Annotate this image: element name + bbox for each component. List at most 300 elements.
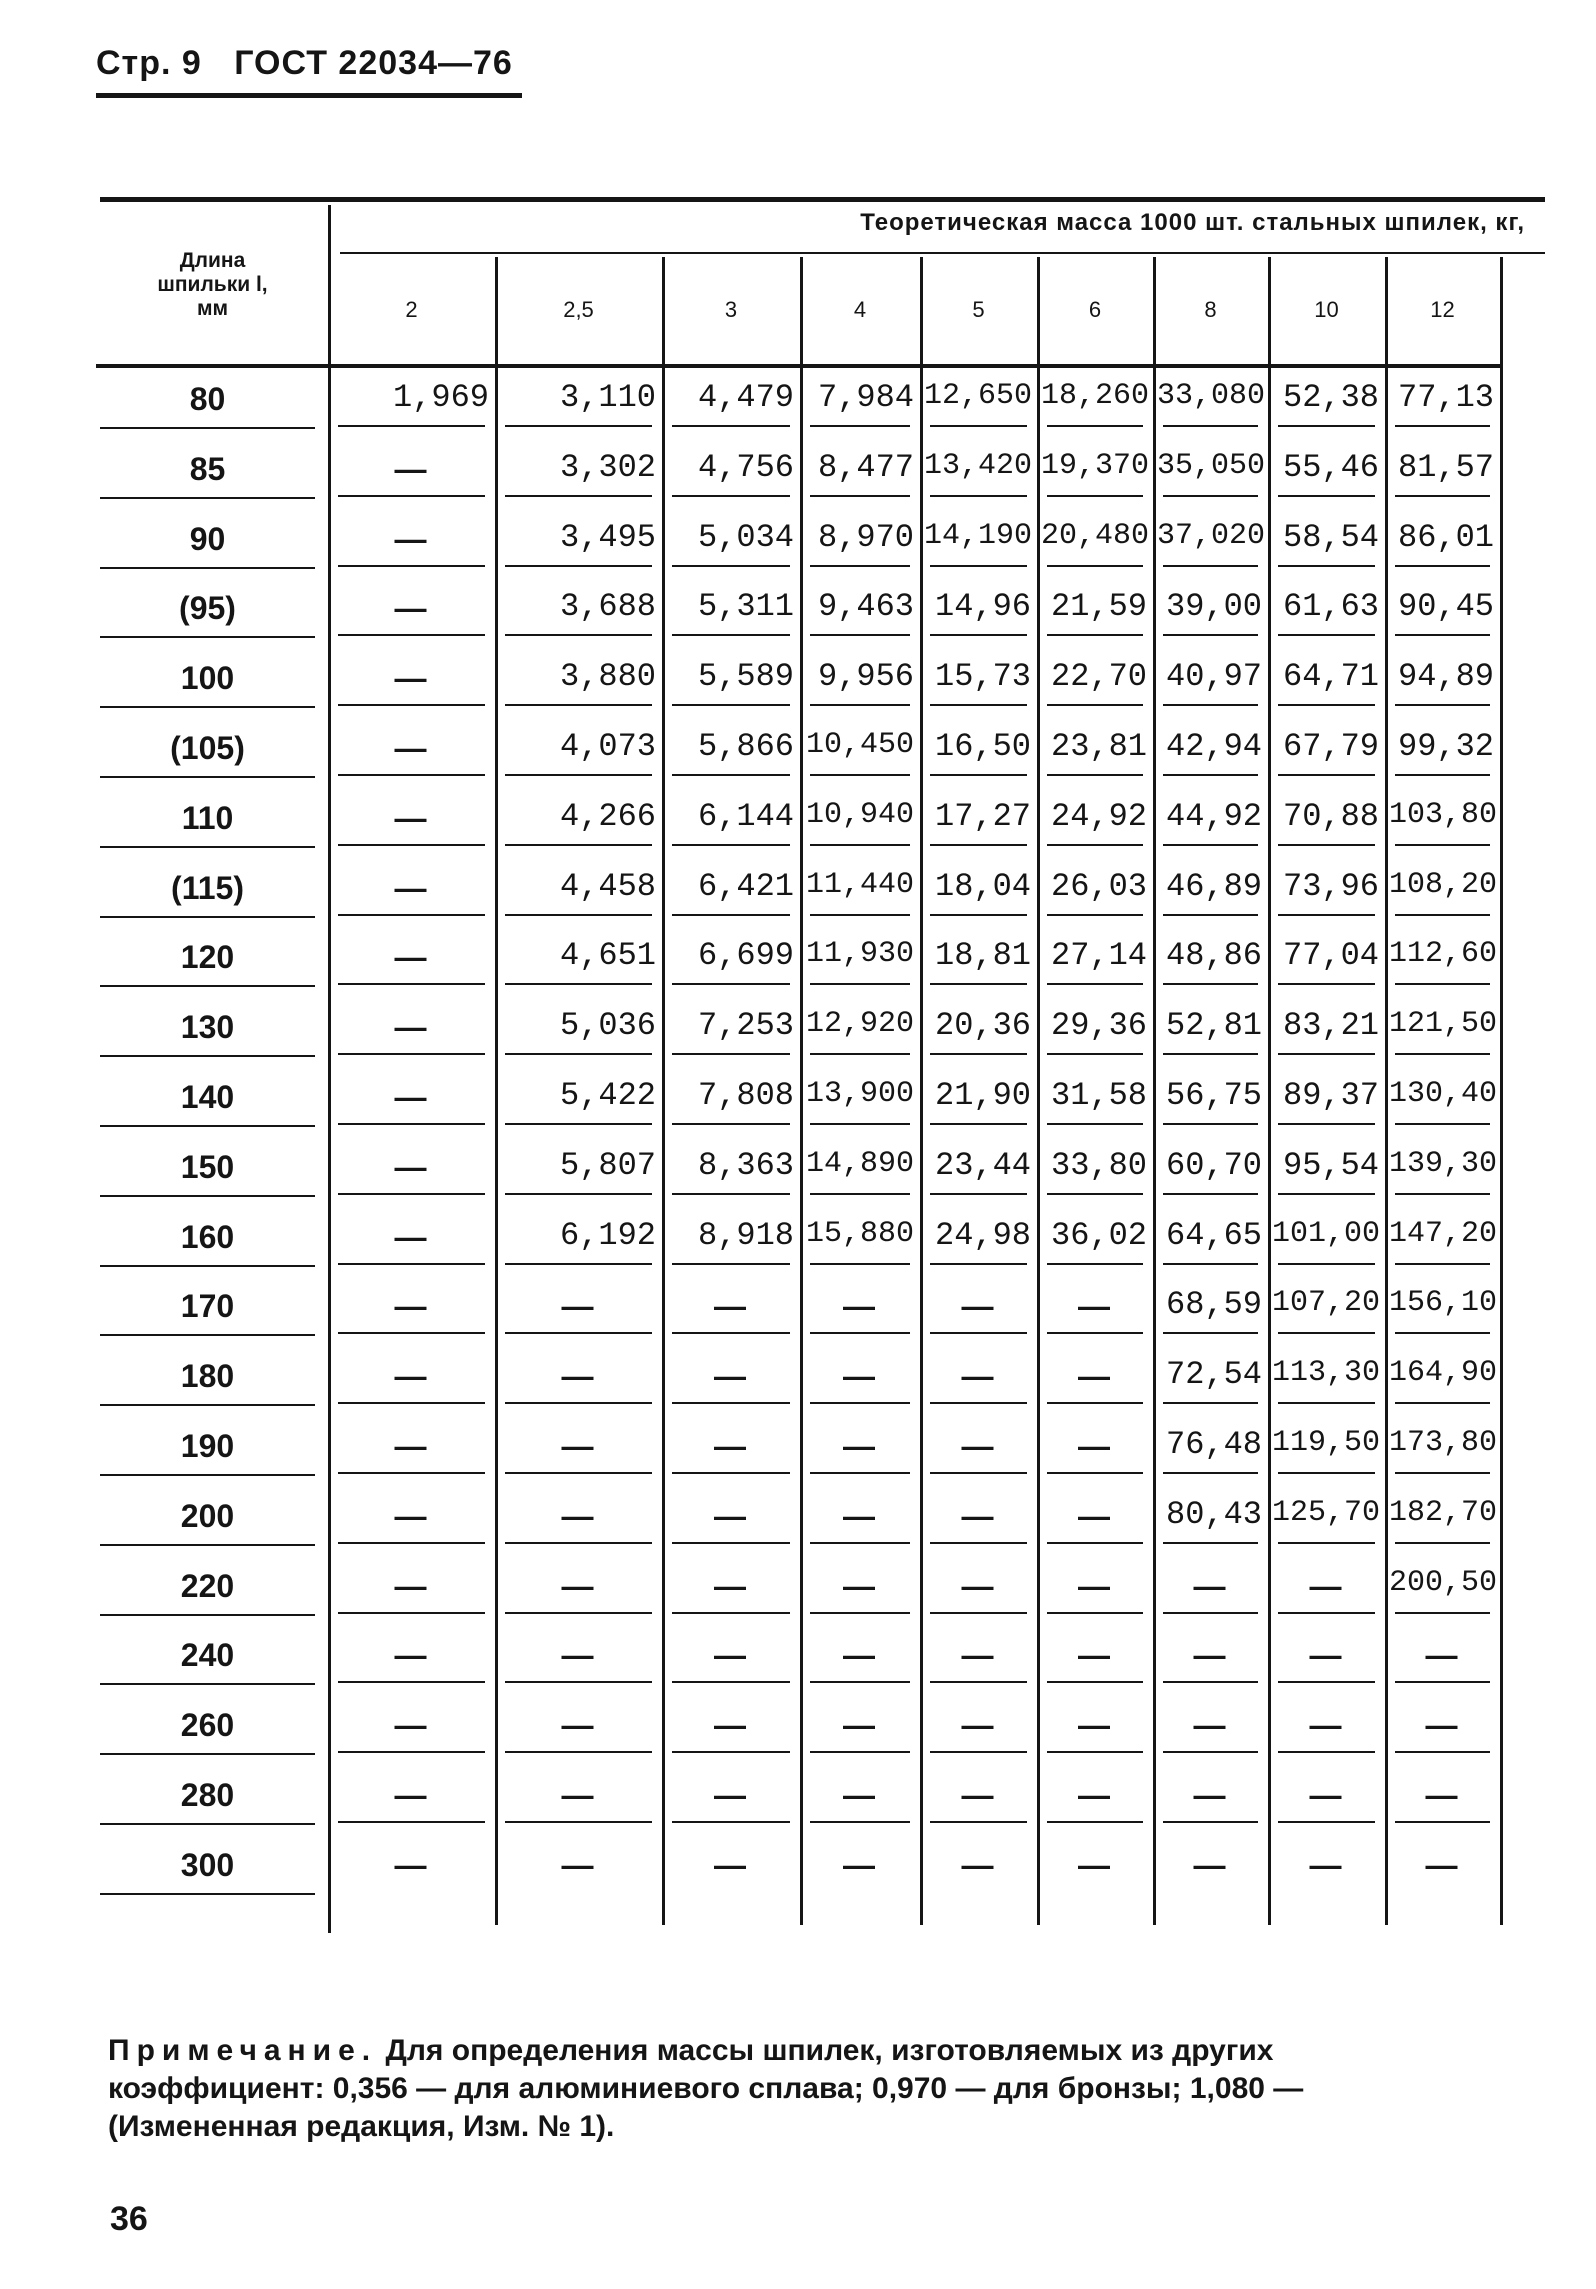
cell-rule	[810, 565, 910, 567]
cell-rule	[1047, 1332, 1143, 1334]
table-cell: 23,81	[1050, 728, 1147, 765]
table-cell: —	[394, 730, 427, 766]
table-cell: 10,450	[805, 728, 914, 762]
table-cell: —	[714, 1428, 746, 1464]
table-cell: 16,50	[934, 728, 1031, 765]
table-cell: 77,04	[1282, 937, 1379, 975]
length-rule	[100, 1753, 315, 1755]
cell-rule	[1395, 1123, 1490, 1125]
table-cell: 7,253	[697, 1007, 794, 1045]
cell-rule	[338, 1263, 485, 1265]
table-cell: —	[714, 1358, 746, 1395]
cell-rule	[930, 1402, 1027, 1404]
standard-label: ГОСТ 22034—76	[234, 44, 513, 82]
table-cell: —	[714, 1846, 746, 1883]
table-cell: 3,688	[559, 588, 656, 626]
row-header-line-3: мм	[196, 297, 229, 320]
table-cell: —	[1425, 1777, 1458, 1813]
cell-rule	[1163, 774, 1258, 776]
cell-rule	[1278, 914, 1375, 916]
cell-rule	[672, 1193, 790, 1195]
cell-rule	[338, 1821, 485, 1823]
length-cell: 160	[180, 1218, 235, 1255]
table-cell: 112,60	[1389, 937, 1498, 972]
col-divider-7	[1268, 257, 1271, 1925]
length-cell: 150	[180, 1148, 235, 1185]
table-cell: 130,40	[1389, 1077, 1498, 1111]
cell-rule	[810, 1751, 910, 1753]
table-cell: —	[1309, 1707, 1342, 1744]
table-cell: —	[394, 1707, 427, 1744]
table-cell: —	[1425, 1707, 1458, 1744]
cell-rule	[505, 1472, 652, 1474]
table-cell: 12,920	[805, 1007, 914, 1042]
length-cell: 280	[180, 1777, 235, 1813]
cell-rule	[1278, 1472, 1375, 1474]
table-cell: —	[1078, 1846, 1110, 1883]
table-cell: 35,050	[1157, 448, 1266, 483]
cell-rule	[1047, 1123, 1143, 1125]
cell-rule	[1163, 634, 1258, 636]
cell-rule	[1278, 1612, 1375, 1614]
col-header-5: 5	[972, 297, 985, 322]
cell-rule	[1047, 425, 1143, 427]
cell-rule	[1395, 1612, 1490, 1614]
table-cell: 6,144	[697, 797, 794, 835]
cell-rule	[930, 425, 1027, 427]
cell-rule	[930, 1053, 1027, 1055]
table-cell: —	[961, 1288, 994, 1325]
table-cell: 15,73	[934, 658, 1031, 696]
table-cell: 13,420	[924, 448, 1033, 483]
cell-rule	[672, 1751, 790, 1753]
header-bottom-rule	[96, 364, 1500, 368]
cell-rule	[810, 1053, 910, 1055]
cell-rule	[505, 495, 652, 497]
cell-rule	[338, 565, 485, 567]
cell-rule	[1047, 495, 1143, 497]
table-cell: 61,63	[1282, 588, 1379, 626]
table-cell: 5,422	[559, 1077, 656, 1114]
group-title: Теоретическая масса 1000 шт. стальных шпилек, кг,	[860, 209, 1525, 236]
table-cell: —	[961, 1358, 994, 1395]
table-cell: —	[394, 869, 427, 906]
cell-rule	[672, 565, 790, 567]
length-rule	[100, 1404, 315, 1406]
table-cell: —	[1425, 1637, 1458, 1674]
table-cell: 33,80	[1050, 1146, 1147, 1184]
col-header-3: 3	[724, 297, 738, 322]
length-rule	[100, 1823, 315, 1825]
length-cell: 260	[180, 1707, 235, 1744]
cell-rule	[1278, 983, 1375, 985]
cell-rule	[1163, 1681, 1258, 1683]
table-cell: 8,363	[697, 1146, 794, 1184]
table-cell: 1,969	[392, 379, 489, 416]
table-cell: 6,699	[697, 937, 794, 975]
table-cell: 31,58	[1050, 1077, 1147, 1114]
table-cell: —	[843, 1637, 875, 1674]
cell-rule	[1278, 1681, 1375, 1683]
cell-rule	[1163, 1821, 1258, 1823]
table-cell: 4,479	[697, 379, 794, 416]
table-cell: —	[843, 1497, 875, 1534]
table-cell: 36,02	[1050, 1216, 1147, 1254]
table-cell: 99,32	[1397, 728, 1494, 765]
cell-rule	[1395, 1542, 1490, 1544]
row-header-label	[100, 249, 325, 321]
table-cell: 73,96	[1282, 867, 1379, 905]
length-rule	[100, 706, 315, 708]
table-cell: 89,37	[1282, 1077, 1379, 1114]
length-cell: 100	[180, 660, 235, 697]
cell-rule	[1163, 983, 1258, 985]
cell-rule	[1163, 1053, 1258, 1055]
cell-rule	[930, 1821, 1027, 1823]
cell-rule	[672, 844, 790, 846]
cell-rule	[1395, 774, 1490, 776]
cell-rule	[1047, 1472, 1143, 1474]
table-cell: —	[1309, 1777, 1342, 1813]
table-cell: 5,589	[697, 658, 794, 696]
cell-rule	[672, 1053, 790, 1055]
table-cell: 4,073	[559, 728, 656, 765]
cell-rule	[1163, 425, 1258, 427]
page-header	[96, 44, 522, 98]
note	[108, 2032, 1548, 2146]
cell-rule	[338, 1472, 485, 1474]
cell-rule	[1395, 1053, 1490, 1055]
length-rule	[100, 1614, 315, 1616]
table-cell: 33,080	[1157, 379, 1266, 413]
length-rule	[100, 1893, 315, 1895]
group-title-rule	[340, 252, 1545, 254]
cell-rule	[1047, 983, 1143, 985]
table-cell: 121,50	[1389, 1007, 1498, 1042]
cell-rule	[930, 1263, 1027, 1265]
cell-rule	[672, 1472, 790, 1474]
table-cell: 44,92	[1165, 797, 1262, 835]
table-cell: —	[394, 1846, 427, 1883]
cell-rule	[1395, 1472, 1490, 1474]
cell-rule	[505, 1402, 652, 1404]
table-cell: —	[961, 1777, 994, 1813]
cell-rule	[672, 1263, 790, 1265]
cell-rule	[338, 774, 485, 776]
table-cell: 10,940	[805, 797, 914, 832]
table-cell: 12,650	[924, 379, 1033, 413]
table-cell: 21,90	[934, 1077, 1031, 1114]
table-cell: —	[1193, 1707, 1226, 1744]
cell-rule	[810, 1123, 910, 1125]
cell-rule	[810, 1821, 910, 1823]
cell-rule	[505, 565, 652, 567]
length-rule	[100, 1195, 315, 1197]
cell-rule	[1163, 1472, 1258, 1474]
table-cell: 15,880	[805, 1216, 914, 1251]
length-cell: 130	[180, 1009, 235, 1046]
col-divider-8	[1385, 257, 1388, 1925]
cell-rule	[930, 565, 1027, 567]
table-cell: 18,04	[934, 867, 1031, 905]
table-cell: —	[1193, 1567, 1226, 1604]
table-cell: —	[843, 1358, 875, 1395]
cell-rule	[1047, 1053, 1143, 1055]
cell-rule	[1395, 425, 1490, 427]
cell-rule	[1395, 1681, 1490, 1683]
cell-rule	[338, 1332, 485, 1334]
table-cell: —	[394, 1428, 427, 1464]
length-cell: 85	[189, 450, 226, 487]
cell-rule	[338, 983, 485, 985]
table-cell: 76,48	[1165, 1426, 1262, 1463]
length-cell: 90	[189, 520, 226, 557]
table-cell: 20,480	[1041, 518, 1150, 553]
table-cell: 4,651	[559, 937, 656, 975]
cell-rule	[505, 1193, 652, 1195]
cell-rule	[672, 1332, 790, 1334]
row-header-divider	[328, 205, 331, 1933]
table-cell: 8,918	[697, 1216, 794, 1254]
table-cell: —	[561, 1567, 594, 1604]
length-cell: 220	[180, 1567, 235, 1604]
table-cell: 17,27	[934, 797, 1031, 835]
cell-rule	[1395, 914, 1490, 916]
cell-rule	[930, 495, 1027, 497]
table-cell: 24,98	[934, 1216, 1031, 1254]
table-cell: —	[1078, 1497, 1110, 1534]
table-cell: 19,370	[1041, 448, 1150, 483]
cell-rule	[1395, 1751, 1490, 1753]
cell-rule	[1163, 1263, 1258, 1265]
table-cell: 182,70	[1389, 1495, 1498, 1530]
table-cell: 6,192	[559, 1216, 656, 1254]
table-cell: 11,440	[805, 867, 914, 902]
table-cell: 11,930	[805, 937, 914, 972]
cell-rule	[930, 1193, 1027, 1195]
cell-rule	[930, 1681, 1027, 1683]
table-cell: 3,302	[559, 448, 656, 486]
cell-rule	[1278, 1332, 1375, 1334]
length-cell: 80	[189, 381, 226, 417]
table-cell: 6,421	[697, 867, 794, 905]
table-cell: —	[961, 1637, 994, 1674]
table-cell: —	[843, 1288, 875, 1325]
col-divider-2	[662, 257, 665, 1925]
table-cell: 4,756	[697, 448, 794, 486]
cell-rule	[1278, 1542, 1375, 1544]
cell-rule	[672, 495, 790, 497]
table-cell: —	[1193, 1846, 1226, 1883]
table-cell: 86,01	[1397, 518, 1494, 556]
cell-rule	[338, 1681, 485, 1683]
table-cell: —	[961, 1567, 994, 1604]
table-cell: 40,97	[1165, 658, 1262, 696]
table-cell: —	[1309, 1637, 1342, 1674]
col-header-10: 10	[1314, 297, 1339, 322]
col-header-2-5: 2,5	[563, 297, 594, 322]
cell-rule	[930, 914, 1027, 916]
cell-rule	[1278, 1053, 1375, 1055]
table-cell: —	[1425, 1846, 1458, 1883]
row-header-line-1: Длина	[179, 249, 246, 272]
note-line-2: коэффициент: 0,356 — для алюминиевого сплава; 0,970 — для бронзы; 1,080 —	[108, 2072, 1304, 2105]
cell-rule	[810, 1681, 910, 1683]
col-header-8: 8	[1204, 297, 1217, 322]
table-cell: 3,495	[559, 518, 656, 556]
table-cell: —	[561, 1288, 594, 1325]
cell-rule	[505, 1681, 652, 1683]
table-cell: 94,89	[1397, 658, 1494, 696]
table-cell: 48,86	[1165, 937, 1262, 975]
table-cell: 21,59	[1050, 588, 1147, 626]
cell-rule	[810, 1472, 910, 1474]
table-cell: —	[394, 1567, 427, 1604]
cell-rule	[338, 1402, 485, 1404]
cell-rule	[1047, 565, 1143, 567]
length-rule	[100, 985, 315, 987]
cell-rule	[1278, 704, 1375, 706]
col-divider-3	[800, 257, 803, 1925]
cell-rule	[672, 634, 790, 636]
table-cell: 5,311	[697, 588, 794, 626]
table-cell: 52,38	[1282, 379, 1379, 416]
length-cell: (105)	[170, 730, 245, 766]
table-cell: 200,50	[1389, 1565, 1498, 1600]
col-header-2: 2	[405, 297, 418, 322]
cell-rule	[810, 1402, 910, 1404]
table-cell: —	[394, 1637, 427, 1674]
table-cell: 46,89	[1165, 867, 1262, 905]
table-cell: 7,984	[817, 379, 914, 416]
table-cell: 20,36	[934, 1007, 1031, 1045]
table-cell: 3,110	[559, 379, 656, 416]
table-cell: 4,266	[559, 797, 656, 835]
cell-rule	[338, 1542, 485, 1544]
cell-rule	[1047, 1263, 1143, 1265]
cell-rule	[1047, 844, 1143, 846]
table-cell: 103,80	[1389, 797, 1498, 832]
table-cell: 77,13	[1397, 379, 1494, 416]
cell-rule	[930, 844, 1027, 846]
table-cell: —	[1193, 1637, 1226, 1674]
cell-rule	[672, 425, 790, 427]
table-cell: —	[843, 1428, 875, 1464]
note-text-1: Для определения массы шпилек, изготовляемых из других	[385, 2034, 1274, 2067]
table-cell: 56,75	[1165, 1077, 1262, 1114]
cell-rule	[1395, 704, 1490, 706]
table-cell: 18,81	[934, 937, 1031, 975]
table-cell: 60,70	[1165, 1146, 1262, 1184]
table-cell: —	[394, 1777, 427, 1813]
table-cell: —	[714, 1707, 746, 1744]
length-cell: 120	[180, 939, 235, 976]
table-cell: 8,970	[817, 518, 914, 556]
cell-rule	[338, 1123, 485, 1125]
cell-rule	[505, 425, 652, 427]
row-header-line-2: шпильки l,	[157, 273, 268, 296]
cell-rule	[505, 1123, 652, 1125]
table-cell: 26,03	[1050, 867, 1147, 905]
table-cell: —	[714, 1288, 746, 1325]
cell-rule	[1395, 495, 1490, 497]
length-rule	[100, 1055, 315, 1057]
table-cell: 107,20	[1272, 1286, 1381, 1321]
length-rule	[100, 636, 315, 638]
table-cell: 80,43	[1165, 1495, 1262, 1533]
col-divider-1	[495, 257, 498, 1925]
table-cell: —	[1078, 1428, 1110, 1464]
cell-rule	[338, 1193, 485, 1195]
cell-rule	[338, 1612, 485, 1614]
table-cell: 5,807	[559, 1146, 656, 1184]
cell-rule	[1395, 844, 1490, 846]
cell-rule	[338, 704, 485, 706]
table-cell: 119,50	[1272, 1426, 1381, 1460]
cell-rule	[505, 1821, 652, 1823]
table-cell: —	[394, 1148, 427, 1185]
length-cell: 110	[181, 799, 234, 836]
table-cell: 64,71	[1282, 658, 1379, 696]
table-cell: 39,00	[1165, 588, 1262, 626]
cell-rule	[505, 774, 652, 776]
table-cell: —	[394, 1358, 427, 1395]
table-cell: —	[561, 1637, 594, 1674]
cell-rule	[1163, 495, 1258, 497]
cell-rule	[505, 983, 652, 985]
cell-rule	[1395, 565, 1490, 567]
cell-rule	[810, 634, 910, 636]
cell-rule	[1163, 704, 1258, 706]
cell-rule	[672, 914, 790, 916]
table-cell: —	[714, 1777, 746, 1813]
cell-rule	[505, 634, 652, 636]
table-cell: 8,477	[817, 448, 914, 486]
cell-rule	[810, 844, 910, 846]
table-cell: —	[394, 1288, 427, 1325]
cell-rule	[672, 1402, 790, 1404]
table-cell: 9,956	[817, 658, 914, 696]
cell-rule	[672, 1821, 790, 1823]
table-cell: 22,70	[1050, 658, 1147, 696]
cell-rule	[1278, 1821, 1375, 1823]
cell-rule	[930, 1472, 1027, 1474]
table-cell: —	[394, 660, 427, 697]
cell-rule	[810, 1193, 910, 1195]
table-cell: 14,890	[805, 1146, 914, 1181]
cell-rule	[1278, 1263, 1375, 1265]
cell-rule	[810, 1612, 910, 1614]
table-cell: —	[1078, 1358, 1110, 1395]
cell-rule	[930, 1542, 1027, 1544]
table-cell: 3,880	[559, 658, 656, 696]
col-divider-6	[1153, 257, 1156, 1925]
cell-rule	[810, 983, 910, 985]
cell-rule	[1278, 495, 1375, 497]
cell-rule	[672, 1542, 790, 1544]
cell-rule	[1278, 1402, 1375, 1404]
cell-rule	[672, 774, 790, 776]
table-cell: 24,92	[1050, 797, 1147, 835]
table-cell: —	[394, 939, 427, 976]
cell-rule	[1395, 1402, 1490, 1404]
cell-rule	[930, 1332, 1027, 1334]
cell-rule	[1278, 565, 1375, 567]
cell-rule	[930, 704, 1027, 706]
table-cell: —	[394, 450, 427, 487]
table-cell: 113,30	[1272, 1356, 1381, 1391]
length-rule	[100, 846, 315, 848]
